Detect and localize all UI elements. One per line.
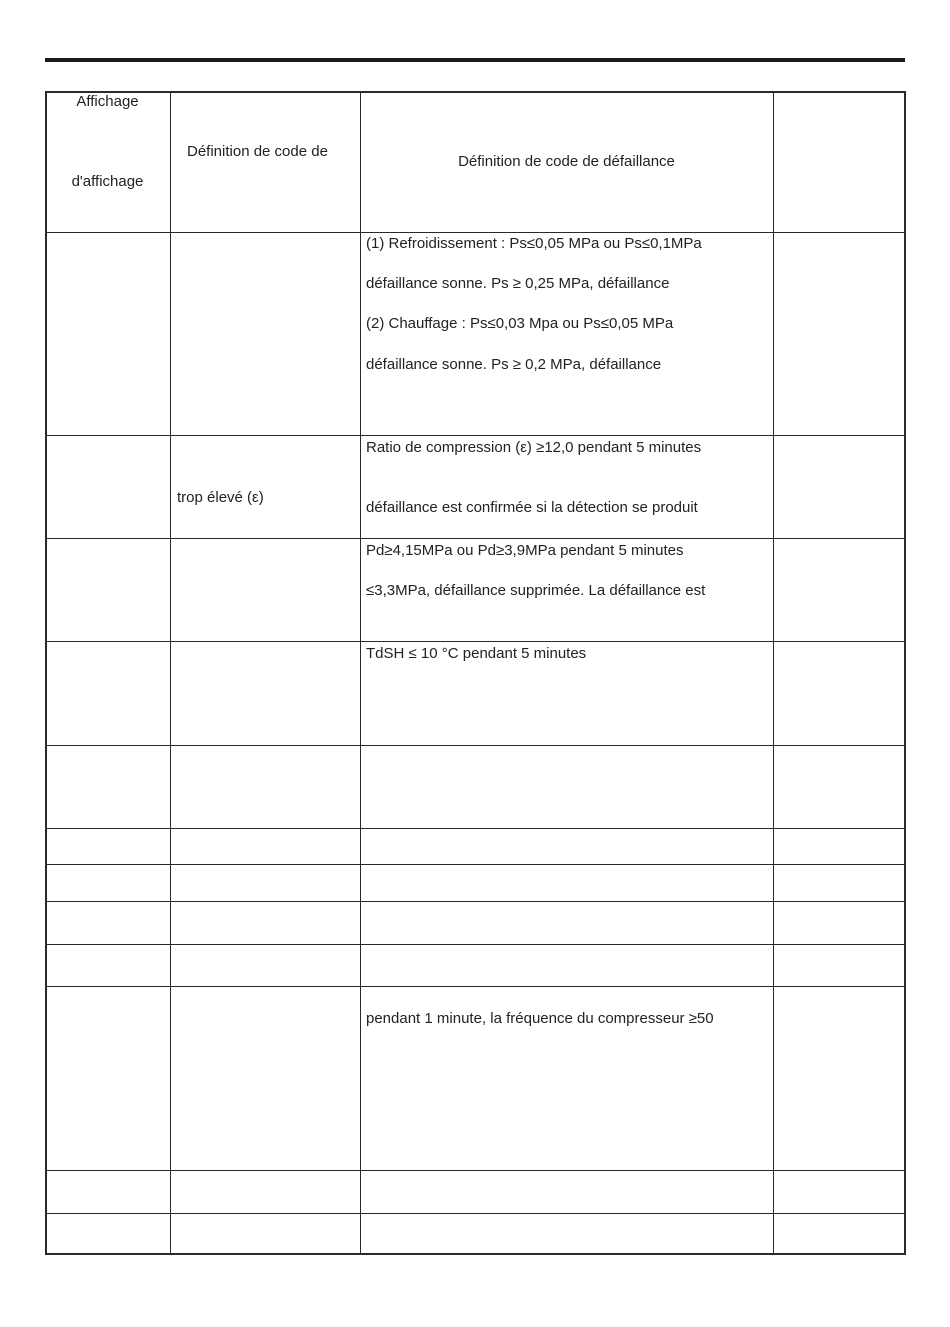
row1-text-line1: (1) Refroidissement : Ps≤0,05 MPa ou Ps≤0,1MPa bbox=[366, 235, 702, 252]
row-divider bbox=[45, 641, 906, 642]
table-border-top bbox=[45, 91, 906, 93]
column-divider-2 bbox=[360, 91, 361, 1255]
row2-text-line1: Ratio de compression (ε) ≥12,0 pendant 5 minutes bbox=[366, 439, 702, 456]
row4-text-line1: TdSH ≤ 10 °C pendant 5 minutes bbox=[366, 645, 587, 662]
row-divider bbox=[45, 1170, 906, 1171]
table-border-left bbox=[45, 91, 47, 1255]
table-border-right bbox=[904, 91, 906, 1255]
row-divider bbox=[45, 944, 906, 945]
header-code-definition: Définition de code de bbox=[187, 143, 328, 160]
row2-text-line2: défaillance est confirmée si la détection se produit bbox=[366, 499, 698, 516]
row-divider bbox=[45, 828, 906, 829]
row3-text-line2: ≤3,3MPa, défaillance supprimée. La défaillance est bbox=[366, 582, 706, 599]
row10-text-line1: pendant 1 minute, la fréquence du compresseur ≥50 bbox=[366, 1010, 714, 1027]
row-divider bbox=[45, 435, 906, 436]
top-rule bbox=[45, 58, 905, 62]
row1-text-line2: défaillance sonne. Ps ≥ 0,25 MPa, défaillance bbox=[366, 275, 670, 292]
table-border-bottom bbox=[45, 1253, 906, 1255]
column-divider-1 bbox=[170, 91, 171, 1255]
row1-text-line4: défaillance sonne. Ps ≥ 0,2 MPa, défaillance bbox=[366, 356, 662, 373]
header-display-line1: Affichage bbox=[76, 93, 139, 110]
row-divider bbox=[45, 901, 906, 902]
row-divider bbox=[45, 538, 906, 539]
row-divider bbox=[45, 1213, 906, 1214]
header-display-line2: d'affichage bbox=[71, 173, 144, 190]
fault-code-table bbox=[45, 91, 906, 1255]
row-divider bbox=[45, 232, 906, 233]
row-divider bbox=[45, 745, 906, 746]
row-divider bbox=[45, 864, 906, 865]
column-divider-3 bbox=[773, 91, 774, 1255]
row1-text-line3: (2) Chauffage : Ps≤0,03 Mpa ou Ps≤0,05 MPa bbox=[366, 315, 674, 332]
row2-code-definition: trop élevé (ε) bbox=[177, 489, 264, 506]
row3-text-line1: Pd≥4,15MPa ou Pd≥3,9MPa pendant 5 minutes bbox=[366, 542, 684, 559]
header-fault-definition: Définition de code de défaillance bbox=[458, 153, 675, 170]
row-divider bbox=[45, 986, 906, 987]
